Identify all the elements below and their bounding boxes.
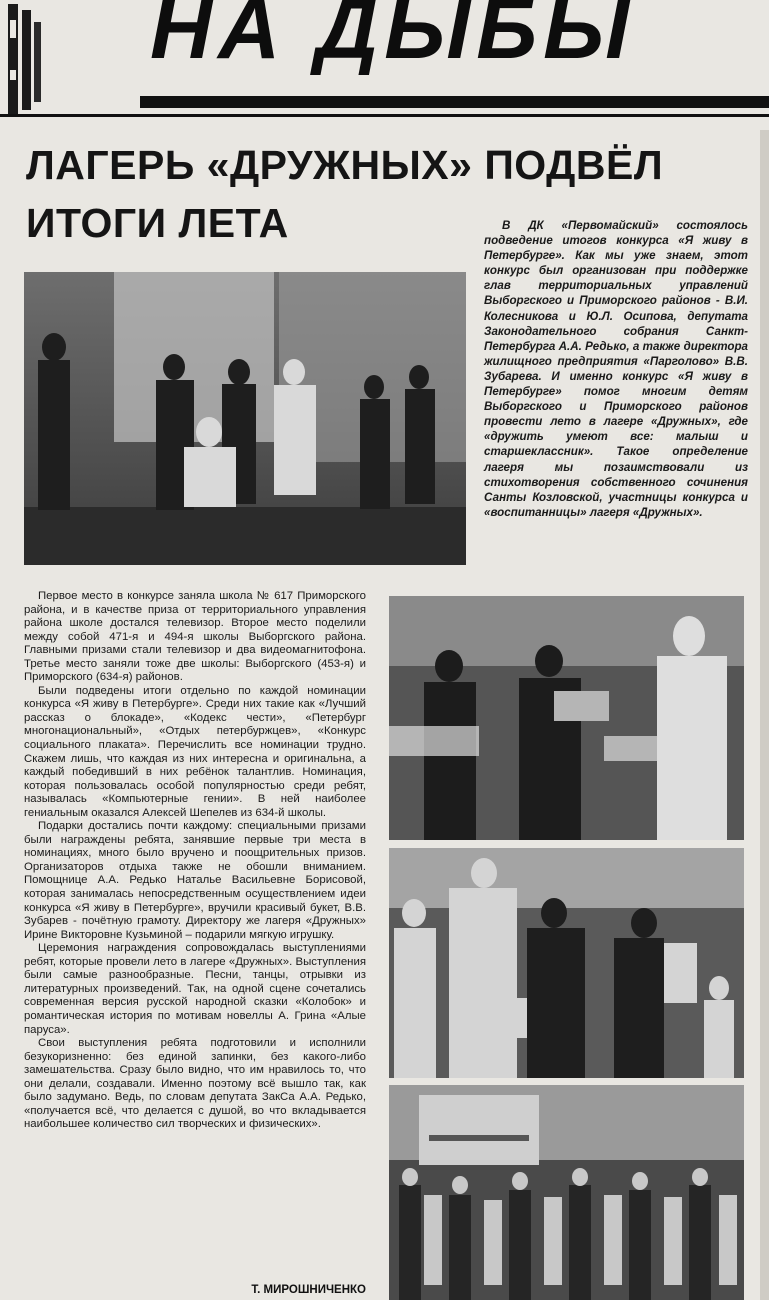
section-title: НА ДЫБЫ: [150, 0, 636, 77]
page-edge: [760, 130, 769, 1300]
photo-gift-handover: [389, 848, 744, 1078]
photo-award-ceremony: [389, 596, 744, 840]
article-body: [24, 590, 366, 1132]
masthead-thin-rule: [0, 114, 769, 117]
masthead-rule: [140, 96, 769, 108]
article-author: Т. МИРОШНИЧЕНКО: [251, 1284, 366, 1296]
newspaper-logo: [4, 0, 44, 118]
photo-folk-chorus: [389, 1085, 744, 1300]
paragraph: Церемония награждения сопровождалась выступлениями ребят, которые провели лето в лагере «Дружных». Выступления были самые разнообразные. Песни, танцы, отрывки из литературных произведений. Так, на одной сцене сочетались современная версия русской народной сказки «Колобок» и романтическая история по мотивам новеллы А. Грина «Алые паруса».: [24, 942, 366, 1036]
paragraph: Были подведены итоги отдельно по каждой номинации конкурса «Я живу в Петербурге». Среди них такие как «Лучший рассказ о блокаде», «Кодекс чести», «Петербург многонациональный», «Отдых петербуржцев», «Конкурс социального плаката». Перечислить все номинации трудно. Скажем лишь, что каждая из них интересна и оригинальна, а каждый победивший в них ребёнок талантлив. Номинация, которая пользовалась особой популярностью среди ребят, называлась «Компьютерные гении». В ней наиболее гениальным оказался Алексей Шепелев из 634-й школы.: [24, 684, 366, 819]
photo-stage-performance: [24, 272, 466, 565]
paragraph: Свои выступления ребята подготовили и исполнили безукоризненно: без единой запинки, без какого-либо замешательства. Сразу было видно, что им нравилось то, что они делали, создавали. Именно поэтому всё вышло так, как было задумано. Ведь, по словам депутата ЗакСа А.А. Редько, «получается всё, что делается с душой, во что вкладывается наибольшее количество сил творческих и физических».: [24, 1037, 366, 1131]
paragraph: Первое место в конкурсе заняла школа № 617 Приморского района, и в качестве приза от территориального управления района школе достался телевизор. Второе место поделили между собой 471-я и 494-я школы Выборгского района. Главными призами стали телевизор и два видеомагнитофона. Третье место заняли тоже две школы: Выборгского (453-я) и Приморского (634-я) районов.: [24, 590, 366, 684]
article-lead: В ДК «Первомайский» состоялось подведение итогов конкурса «Я живу в Петербурге». Как мы уже знаем, этот конкурс был организован при поддержке глав территориальных управлений Выборгского и Приморского районов - В.И. Колесникова и Ю.Л. Осипова, депутата Законодательного собрания Санкт-Петербурга А.А. Редько, а также директора жилищного предприятия «Парголово» В.В. Зубарева. И именно конкурс «Я живу в Петербурге» помог многим детям Выборгского и Приморского районов провести лето в лагере «Дружных», где «дружить умеют все: малыш и старшеклассник». Такое определение лагеря мы позаимствовали из стихотворения собственного сочинения Санты Козловской, участницы конкурса и «воспитанницы» лагеря «Дружных».: [484, 219, 748, 519]
masthead: [0, 0, 769, 128]
paragraph: Подарки достались почти каждому: специальными призами были награждены ребята, занявшие первые три места в номинациях, много было вручено и поощрительных призов. Организаторов отдыха также не обошли вниманием. Помощнице А.А. Редько Наталье Васильевне Борисовой, которая занималась непосредственным осуществлением идеи конкурса «Я живу в Петербурге», вручили красивый букет, В.В. Зубарев - почётную грамоту. Директору же лагеря «Дружных» Ирине Викторовне Кузьминой – подарили мягкую игрушку.: [24, 820, 366, 941]
article-headline: ЛАГЕРЬ «ДРУЖНЫХ» ПОДВЁЛ ИТОГИ ЛЕТА: [26, 142, 664, 246]
